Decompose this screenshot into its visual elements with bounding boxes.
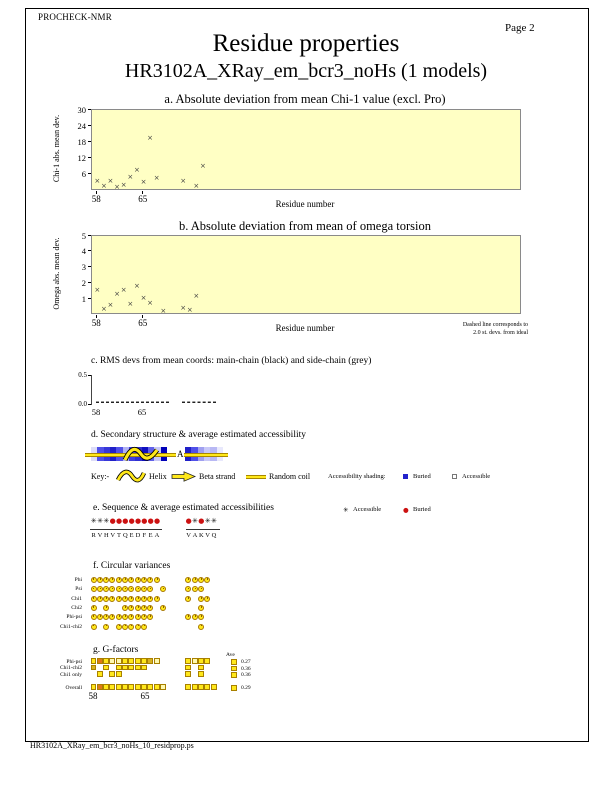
circular-variance-dial — [154, 596, 160, 602]
circular-variance-dial — [109, 586, 115, 592]
circular-variance-dial — [185, 614, 191, 620]
data-point: × — [107, 176, 114, 185]
data-point: × — [200, 162, 206, 171]
data-point: × — [107, 300, 114, 309]
secondary-structure-key — [30, 470, 575, 486]
circular-variance-dial — [116, 586, 122, 592]
chart-c-ytick-05: 0.5 — [78, 371, 87, 379]
section-e-title: e. Sequence & average estimated accessibilities — [93, 503, 274, 513]
circular-variance-dial — [116, 596, 122, 602]
gfactor-row-label: Overall — [65, 684, 82, 691]
key-label: Key:- — [91, 472, 110, 481]
gfactor-square — [103, 684, 109, 690]
chart-a-plot — [91, 109, 521, 190]
circular-variance-dial — [192, 614, 198, 620]
gfactor-square — [116, 671, 122, 677]
circular-variance-dial — [198, 586, 204, 592]
gfactor-square — [128, 684, 134, 690]
section-d-secondary-structure — [30, 430, 575, 488]
buried-symbol: ● — [109, 517, 116, 525]
gfactor-square — [141, 658, 147, 664]
sequence-letter: A — [192, 532, 198, 539]
gfactor-square — [198, 684, 204, 690]
chart-a-chi1-deviation — [30, 92, 575, 212]
data-point: × — [140, 293, 147, 302]
circular-variance-dial — [185, 577, 191, 583]
gfactor-square — [116, 658, 122, 664]
main-chain-line — [96, 402, 169, 403]
circular-variance-dial — [198, 577, 204, 583]
buried-symbol: ● — [122, 517, 129, 525]
helix-label: Helix — [149, 472, 167, 481]
random-coil-label: Random coil — [269, 472, 311, 481]
gfactor-square — [154, 658, 160, 664]
section-g-gfactors — [30, 645, 575, 707]
buried-symbol: ● — [128, 517, 135, 525]
circular-variance-dial — [128, 596, 134, 602]
y-tick-mark — [88, 298, 91, 299]
gfactor-square — [122, 665, 128, 671]
data-point: × — [133, 282, 140, 291]
section-g-title: g. G-factors — [93, 645, 139, 655]
circular-variance-dial — [185, 586, 191, 592]
helix-icon — [123, 446, 161, 464]
circular-variance-dial — [122, 614, 128, 620]
cv-row-label: Chi1 — [71, 595, 82, 602]
y-tick-mark — [88, 250, 91, 251]
circular-variance-dial — [141, 605, 147, 611]
page-title: Residue properties — [212, 30, 400, 57]
chart-a-x-axis-label: Residue number — [275, 199, 335, 209]
chart-a-y-axis-label: Chi-1 abs. mean dev. — [52, 114, 61, 183]
circular-variance-dial — [116, 577, 122, 583]
sequence-letter: F — [142, 532, 147, 539]
data-point: × — [193, 292, 200, 301]
gfactor-square — [147, 658, 153, 664]
circular-variance-dial — [198, 624, 204, 630]
y-tick-label: 2 — [81, 277, 86, 288]
x-tick-label: 58 — [91, 194, 101, 204]
gfactor-row-label: Chi1 only — [60, 671, 82, 678]
buried-symbol: ● — [115, 517, 123, 525]
side-chain-line — [96, 401, 169, 402]
cv-row-label: Chi2 — [71, 604, 82, 611]
circular-variance-dial — [128, 586, 134, 592]
circular-variance-dial — [198, 614, 204, 620]
chart-c-ytick-00: 0.0 — [78, 400, 87, 408]
y-tick-mark — [88, 235, 91, 236]
buried-symbol: ● — [134, 517, 142, 525]
section-f-title: f. Circular variances — [93, 561, 171, 571]
accessible-symbol: ✳ — [204, 517, 211, 525]
y-tick-mark — [88, 282, 91, 283]
gfactor-square — [91, 684, 97, 690]
beta-strand-icon — [172, 471, 196, 482]
cv-row-label: Phi — [74, 577, 82, 583]
gfactor-square — [91, 665, 97, 671]
x-tick-label: 65 — [138, 194, 148, 204]
sequence-letter: V — [205, 532, 210, 539]
y-tick-mark — [88, 141, 91, 142]
gfactor-square — [116, 684, 122, 690]
chart-b-y-axis-label: Omega abs. mean dev. — [52, 237, 61, 310]
buried-legend-label: Buried — [413, 506, 431, 513]
buried-symbol: ● — [185, 517, 192, 525]
circular-variance-dial — [204, 596, 210, 602]
gfactor-square — [185, 671, 191, 677]
circular-variance-dial — [103, 614, 109, 620]
chart-c-plot — [91, 375, 519, 404]
y-tick-mark — [88, 173, 91, 174]
buried-symbol-icon: ● — [403, 506, 409, 514]
circular-variance-dial — [128, 577, 134, 583]
gfactor-square — [192, 658, 198, 664]
gfactor-square — [185, 665, 191, 671]
chart-b-x-axis-label: Residue number — [275, 323, 335, 333]
circular-variance-dial — [185, 596, 191, 602]
circular-variance-dial — [122, 577, 128, 583]
circular-variance-dial — [141, 596, 147, 602]
accessible-label: Accessible — [462, 473, 491, 480]
circular-variance-dial — [109, 577, 115, 583]
gfactor-square — [97, 671, 103, 677]
accessible-swatch — [452, 474, 457, 479]
data-point: × — [100, 305, 107, 314]
gfactor-row-label: Chi1-chi2 — [60, 665, 82, 671]
circular-variance-dial — [116, 614, 122, 620]
x-tick-mark — [142, 191, 143, 194]
circular-variance-dial — [135, 577, 141, 583]
gfactor-square — [211, 684, 217, 690]
sequence-letter: A — [154, 532, 160, 539]
circular-variance-dial — [141, 614, 147, 620]
chart-b-omega-deviation — [30, 219, 575, 345]
data-point: × — [100, 181, 107, 190]
circular-variance-dial — [135, 586, 141, 592]
accessible-legend-label: Accessible — [353, 506, 382, 513]
circular-variance-dial — [128, 605, 134, 611]
y-tick-mark — [88, 266, 91, 267]
chart-b-note — [400, 322, 528, 337]
gfactor-square — [198, 671, 204, 677]
sequence-letter: R — [91, 532, 96, 539]
circular-variance-dial — [128, 614, 134, 620]
sequence-letter: V — [97, 532, 103, 539]
gfactor-ave-square — [231, 666, 237, 672]
gfactor-square — [103, 658, 109, 664]
data-point: × — [160, 306, 167, 315]
side-chain-line — [182, 401, 216, 402]
gfactor-square — [109, 658, 115, 664]
gfactor-square — [141, 684, 147, 690]
gfactor-square — [135, 684, 141, 690]
gfactor-ave-square — [231, 672, 237, 678]
gfactor-square — [128, 665, 134, 671]
gfactor-square — [198, 665, 204, 671]
gfactor-square — [204, 658, 210, 664]
y-tick-label: 4 — [81, 246, 86, 257]
circular-variance-dial — [97, 577, 103, 583]
sequence-letter: Q — [122, 532, 128, 539]
data-point: × — [120, 286, 127, 295]
gfactor-square — [122, 684, 128, 690]
accessible-symbol: ✳ — [97, 517, 103, 525]
helix-icon — [116, 470, 146, 483]
circular-variance-dial — [91, 605, 97, 611]
data-point: × — [127, 300, 134, 309]
y-tick-label: 18 — [77, 136, 86, 147]
circular-variance-dial — [147, 577, 153, 583]
data-point: × — [133, 166, 140, 175]
page-number: Page 2 — [505, 22, 535, 34]
y-tick-label: 24 — [77, 120, 86, 131]
accessible-symbol: ✳ — [90, 517, 97, 525]
circular-variance-dial — [160, 605, 166, 611]
chart-b-note-line2: 2.0 st. devs. from ideal — [473, 329, 528, 336]
footer-filename: HR3102A_XRay_em_bcr3_noHs_10_residprop.ps — [30, 741, 194, 750]
chart-c-title: c. RMS devs from mean coords: main-chain (black) and side-chain (grey) — [91, 356, 372, 366]
accessible-symbol-icon: ✳ — [343, 506, 349, 514]
data-point: × — [186, 305, 193, 314]
circular-variance-dial — [141, 577, 147, 583]
data-point: × — [147, 134, 154, 143]
sequence-letter: Q — [211, 532, 217, 539]
circular-variance-dial — [122, 624, 128, 630]
circular-variance-dial — [103, 596, 109, 602]
gfactor-xtick-58: 58 — [88, 691, 98, 701]
accessible-symbol: ✳ — [103, 517, 110, 525]
circular-variance-dial — [135, 596, 141, 602]
cv-row-label: Chi1-chi2 — [60, 623, 82, 630]
gfactor-square — [160, 684, 166, 690]
circular-variance-dial — [135, 624, 141, 630]
data-point: × — [193, 182, 200, 191]
cv-row-label: Phi-psi — [66, 614, 82, 621]
circular-variance-dial — [198, 596, 204, 602]
gfactor-square — [185, 684, 191, 690]
gfactor-row-label: Phi-psi — [66, 658, 82, 665]
gfactor-ave-value: 0.36 — [241, 665, 251, 672]
page-subtitle: HR3102A_XRay_em_bcr3_noHs (1 models) — [124, 60, 488, 82]
x-tick-mark — [142, 315, 143, 318]
gfactor-square — [135, 658, 141, 664]
accessible-symbol: ✳ — [211, 517, 217, 525]
secondary-structure-ribbon — [30, 446, 575, 464]
circular-variance-dial — [91, 614, 97, 620]
gfactor-ave-value: 0.27 — [241, 659, 251, 665]
circular-variance-dial — [122, 596, 128, 602]
data-point: × — [147, 299, 154, 308]
data-point: × — [94, 176, 101, 185]
y-tick-mark — [88, 109, 91, 110]
x-tick-label: 65 — [138, 318, 148, 328]
data-point: × — [114, 290, 121, 299]
data-point: × — [120, 180, 127, 189]
circular-variance-dial — [198, 605, 204, 611]
y-tick-label: 5 — [81, 230, 86, 241]
circular-variance-dial — [109, 596, 115, 602]
data-point: × — [180, 303, 187, 312]
buried-swatch — [403, 474, 408, 479]
data-point: × — [180, 177, 187, 186]
circular-variance-dial — [103, 624, 109, 630]
circular-variance-dial — [109, 614, 115, 620]
section-d-title: d. Secondary structure & average estimated accessibility — [91, 430, 306, 440]
circular-variance-dial — [103, 605, 109, 611]
y-tick-label: 6 — [81, 169, 86, 180]
sequence-letter: K — [198, 532, 204, 539]
gfactor-square — [97, 658, 103, 664]
circular-variance-dial — [141, 624, 147, 630]
circular-variance-dial — [103, 586, 109, 592]
circular-variance-dial — [91, 624, 97, 630]
sequence-rule — [90, 529, 162, 530]
y-tick-label: 3 — [81, 262, 86, 273]
y-tick-label: 12 — [77, 153, 86, 164]
gfactor-square — [109, 671, 115, 677]
circular-variance-dial — [135, 605, 141, 611]
y-tick-label: 1 — [81, 293, 86, 304]
buried-symbol: ● — [147, 517, 154, 525]
gfactor-square — [128, 658, 134, 664]
chart-a-title: a. Absolute deviation from mean Chi-1 value (excl. Pro) — [164, 92, 446, 106]
sequence-letter: V — [186, 532, 191, 539]
chain-break-letter: A — [177, 449, 184, 459]
gfactor-square — [109, 684, 115, 690]
x-tick-label: 58 — [91, 318, 101, 328]
circular-variance-dial — [97, 614, 103, 620]
sequence-letter: E — [148, 532, 153, 539]
gfactor-square — [116, 665, 122, 671]
gfactor-square — [141, 665, 147, 671]
buried-symbol: ● — [198, 517, 205, 525]
gfactor-square — [135, 665, 141, 671]
section-f-circular-variances — [30, 561, 575, 639]
circular-variance-dial — [91, 577, 97, 583]
data-point: × — [153, 173, 160, 182]
circular-variance-dial — [141, 586, 147, 592]
gfactor-square — [91, 658, 97, 664]
circular-variance-dial — [192, 586, 198, 592]
circular-variance-dial — [160, 586, 166, 592]
random-coil-line — [184, 453, 228, 457]
buried-label: Buried — [413, 473, 431, 480]
x-tick-mark — [96, 191, 97, 194]
circular-variance-dial — [116, 624, 122, 630]
gfactor-square — [97, 684, 103, 690]
gfactor-square — [204, 684, 210, 690]
circular-variance-dial — [103, 577, 109, 583]
chart-b-title: b. Absolute deviation from mean of omega torsion — [178, 219, 432, 233]
circular-variance-dial — [147, 614, 153, 620]
beta-strand-label: Beta strand — [199, 472, 236, 481]
sequence-letter: D — [135, 532, 141, 539]
circular-variance-dial — [97, 586, 103, 592]
cv-row-label: Psi — [75, 586, 82, 593]
data-point: × — [127, 172, 134, 181]
chart-c-xtick-65: 65 — [137, 407, 147, 417]
circular-variance-dial — [91, 586, 97, 592]
gfactor-square — [192, 684, 198, 690]
y-tick-mark — [88, 125, 91, 126]
data-point: × — [94, 286, 101, 295]
chart-b-note-line1: Dashed line corresponds to — [462, 322, 528, 328]
chart-c-ytick-mark — [88, 404, 91, 405]
chart-c-xtick-58: 58 — [91, 407, 101, 417]
circular-variance-dial — [91, 596, 97, 602]
main-chain-line — [182, 402, 216, 403]
ave-column-header: Ave — [226, 652, 235, 658]
circular-variance-dial — [192, 577, 198, 583]
chart-c-rms-devs — [30, 356, 575, 418]
gfactor-square — [122, 658, 128, 664]
gfactor-ave-square — [231, 685, 237, 691]
sequence-rule — [186, 529, 220, 530]
y-tick-label: 30 — [77, 104, 86, 115]
gfactor-ave-value: 0.36 — [241, 672, 251, 678]
sequence-letter: H — [104, 532, 109, 539]
circular-variance-dial — [204, 577, 210, 583]
circular-variance-dial — [154, 577, 160, 583]
sequence-letter: V — [110, 532, 116, 539]
buried-symbol: ● — [141, 517, 148, 525]
circular-variance-dial — [128, 624, 134, 630]
gfactor-square — [147, 684, 153, 690]
circular-variance-dial — [122, 586, 128, 592]
data-point: × — [114, 183, 121, 192]
sequence-letter: T — [117, 532, 121, 539]
y-tick-mark — [88, 157, 91, 158]
circular-variance-dial — [147, 586, 153, 592]
circular-variance-dial — [147, 605, 153, 611]
gfactor-square — [198, 658, 204, 664]
circular-variance-dial — [122, 605, 128, 611]
gfactor-ave-value: 0.29 — [241, 685, 251, 691]
sequence-letter: E — [129, 532, 134, 539]
gfactor-xtick-65: 65 — [140, 691, 150, 701]
shading-label: Accessibility shading: — [328, 473, 386, 480]
gfactor-square — [103, 665, 109, 671]
section-e-sequence — [30, 503, 575, 547]
gfactor-square — [185, 658, 191, 664]
circular-variance-dial — [147, 596, 153, 602]
random-coil-icon — [246, 475, 266, 479]
chart-b-plot — [91, 235, 521, 314]
gfactor-ave-square — [231, 659, 237, 665]
x-tick-mark — [96, 315, 97, 318]
gfactor-square — [154, 684, 160, 690]
buried-symbol: ● — [153, 517, 161, 525]
accessible-symbol: ✳ — [192, 517, 198, 525]
data-point: × — [140, 177, 147, 186]
circular-variance-dial — [135, 614, 141, 620]
circular-variance-dial — [97, 596, 103, 602]
app-label: PROCHECK-NMR — [38, 12, 112, 22]
